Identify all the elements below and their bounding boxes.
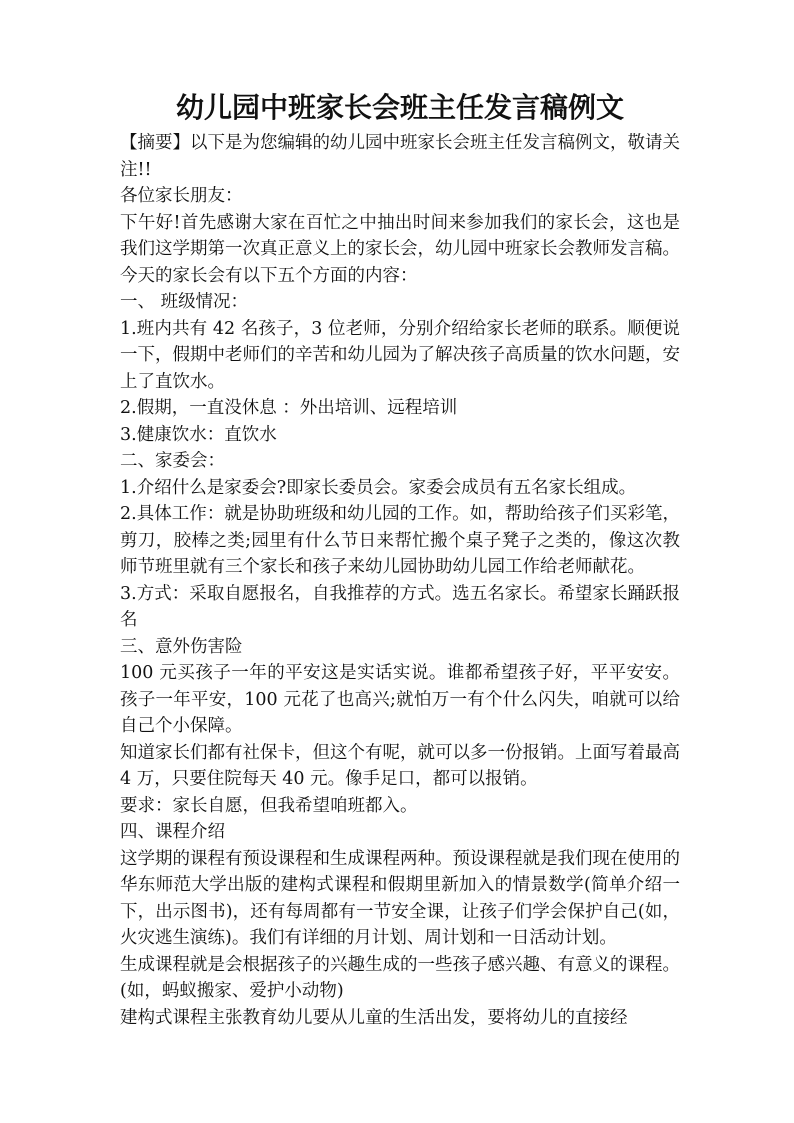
paragraph-committee-1: 1.介绍什么是家委会?即家长委员会。家委会成员有五名家长组成。 (120, 477, 637, 498)
section-heading-insurance: 三、意外伤害险 (120, 636, 243, 657)
paragraph-agenda: 今天的家长会有以下五个方面的内容： (120, 265, 418, 286)
paragraph-insurance-3: 要求：家长自愿，但我希望咱班都入。 (120, 795, 418, 816)
paragraph-greeting: 各位家长朋友： (120, 186, 243, 206)
paragraph-insurance-2: 知道家长们都有社保卡，但这个有呢，就可以多一份报销。上面写着最高 4 万，只要住院每天 40 元。像手足口，都可以报销。 (120, 742, 680, 789)
paragraph-committee-2: 2.具体工作：就是协助班级和幼儿园的工作。如，帮助给孩子们买彩笔，剪刀，胶棒之类;园里有什么节日来帮忙搬个桌子凳子之类的，像这次教师节班里就有三个家长和孩子来幼儿园协助幼儿园工作给老师献花。 (120, 504, 680, 577)
section-heading-committee: 二、家委会： (120, 451, 225, 471)
paragraph-intro: 下午好!首先感谢大家在百忙之中抽出时间来参加我们的家长会，这也是我们这学期第一次真正意义上的家长会，幼儿园中班家长会教师发言稿。 (120, 212, 680, 259)
paragraph-class-3: 3.健康饮水：直饮水 (120, 424, 277, 445)
paragraph-curriculum-1: 这学期的课程有预设课程和生成课程两种。预设课程就是我们现在使用的华东师范大学出版的建构式课程和假期里新加入的情景数学(简单介绍一下，出示图书)，还有每周都有一节安全课，让孩子们学会保护自己(如，火灾逃生演练)。我们有详细的月计划、周计划和一日活动计划。 (120, 848, 680, 948)
paragraph-class-2: 2.假期，一直没休息 ：外出培训、远程培训 (120, 398, 458, 418)
document-page (120, 88, 680, 1031)
paragraph-committee-3: 3.方式：采取自愿报名，自我推荐的方式。选五名家长。希望家长踊跃报名 (120, 583, 680, 630)
section-heading-class: 一、 班级情况： (120, 292, 249, 312)
paragraph-abstract: 【摘要】以下是为您编辑的幼儿园中班家长会班主任发言稿例文，敬请关注!! (120, 133, 680, 180)
paragraph-curriculum-2: 生成课程就是会根据孩子的兴趣生成的一些孩子感兴趣、有意义的课程。(如，蚂蚁搬家、爱护小动物) (120, 954, 680, 1001)
paragraph-curriculum-3: 建构式课程主张教育幼儿要从儿童的生活出发，要将幼儿的直接经 (120, 1007, 628, 1028)
section-heading-curriculum: 四、课程介绍 (120, 822, 225, 842)
paragraph-class-1: 1.班内共有 42 名孩子，3 位老师，分别介绍给家长老师的联系。顺便说一下，假期中老师们的辛苦和幼儿园为了解决孩子高质量的饮水问题，安上了直饮水。 (120, 318, 680, 392)
document-title: 幼儿园中班家长会班主任发言稿例文 (175, 91, 624, 124)
paragraph-insurance-1: 100 元买孩子一年的平安这是实话实说。谁都希望孩子好，平平安安。孩子一年平安，100 元花了也高兴;就怕万一有个什么闪失，咱就可以给自己个小保障。 (120, 663, 680, 736)
